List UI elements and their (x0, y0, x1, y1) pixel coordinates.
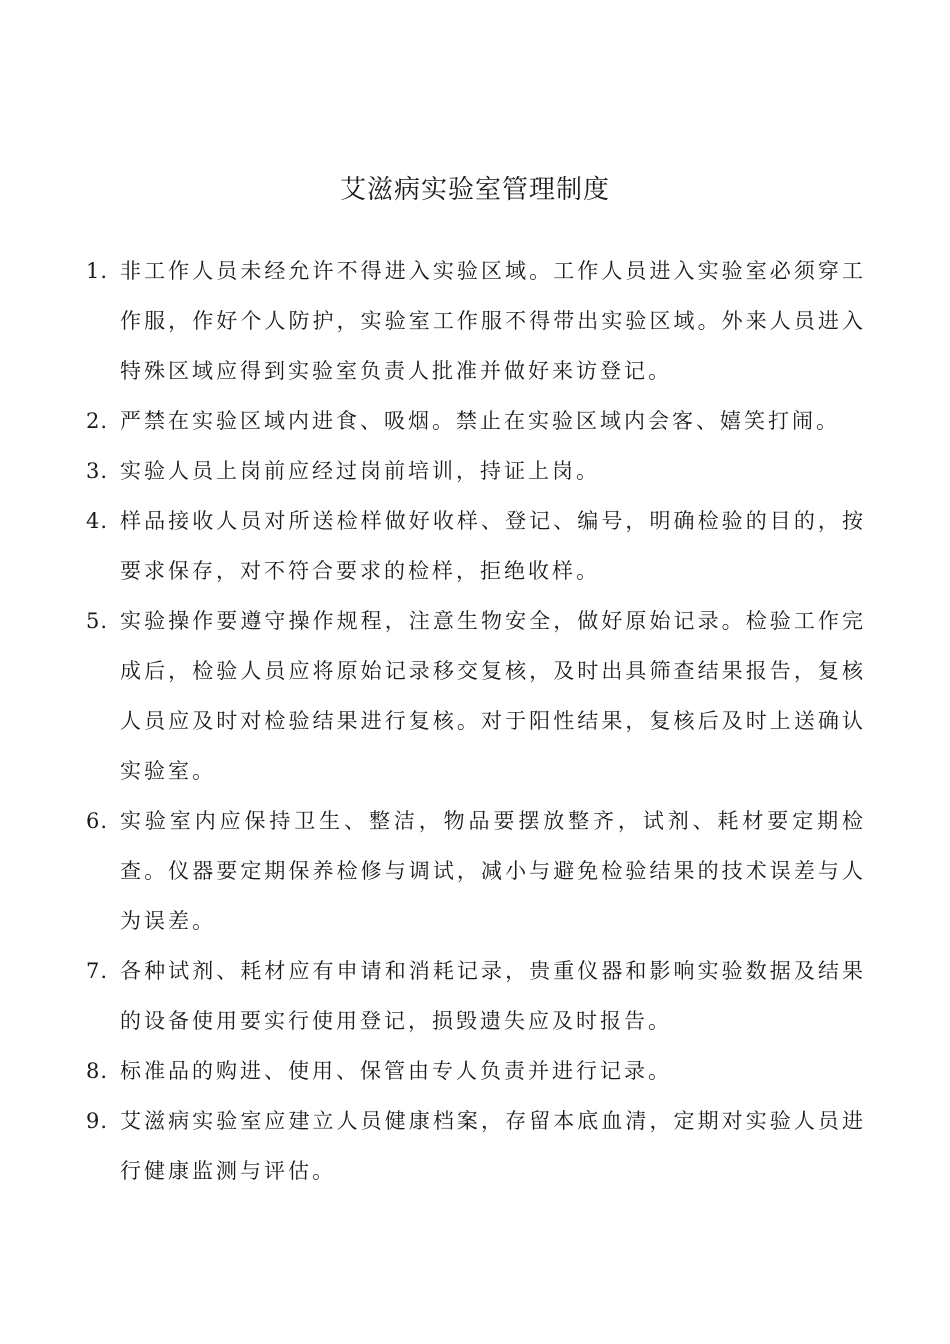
document-title: 艾滋病实验室管理制度 (339, 175, 610, 205)
rule-number: 6. (86, 809, 109, 833)
rule-item (86, 1096, 866, 1196)
rule-number: 1. (86, 259, 109, 283)
rule-number: 7. (86, 959, 109, 983)
rule-text: 实验室内应保持卫生、整洁，物品要摆放整齐，试剂、耗材要定期检查。仪器要定期保养检修与调试，减小与避免检验结果的技术误差与人为误差。 (120, 809, 866, 933)
rule-text: 实验人员上岗前应经过岗前培训，持证上岗。 (120, 459, 600, 483)
rule-text: 各种试剂、耗材应有申请和消耗记录，贵重仪器和影响实验数据及结果的设备使用要实行使用登记，损毁遗失应及时报告。 (120, 959, 866, 1033)
rule-number: 5. (86, 609, 109, 633)
rule-text: 标准品的购进、使用、保管由专人负责并进行记录。 (120, 1059, 672, 1083)
rule-item (86, 596, 866, 796)
rule-item (86, 1046, 866, 1096)
rule-item (86, 796, 866, 946)
rule-text: 非工作人员未经允许不得进入实验区域。工作人员进入实验室必须穿工作服，作好个人防护，实验室工作服不得带出实验区域。外来人员进入特殊区域应得到实验室负责人批准并做好来访登记。 (120, 259, 866, 383)
rules-list (86, 246, 866, 1196)
rule-text: 艾滋病实验室应建立人员健康档案，存留本底血清，定期对实验人员进行健康监测与评估。 (120, 1109, 866, 1183)
rule-number: 9. (86, 1109, 109, 1133)
rule-item (86, 396, 866, 446)
rule-number: 4. (86, 509, 109, 533)
rule-number: 3. (86, 459, 109, 483)
rule-item (86, 446, 866, 496)
rule-text: 严禁在实验区域内进食、吸烟。禁止在实验区域内会客、嬉笑打闹。 (120, 409, 840, 433)
rule-item (86, 946, 866, 1046)
rule-item (86, 246, 866, 396)
rule-text: 实验操作要遵守操作规程，注意生物安全，做好原始记录。检验工作完成后，检验人员应将原始记录移交复核，及时出具筛查结果报告，复核人员应及时对检验结果进行复核。对于阳性结果，复核后及时上送确认实验室。 (120, 609, 866, 783)
rule-number: 2. (86, 409, 109, 433)
rule-number: 8. (86, 1059, 109, 1083)
rule-text: 样品接收人员对所送检样做好收样、登记、编号，明确检验的目的，按要求保存，对不符合要求的检样，拒绝收样。 (120, 509, 866, 583)
rule-item (86, 496, 866, 596)
